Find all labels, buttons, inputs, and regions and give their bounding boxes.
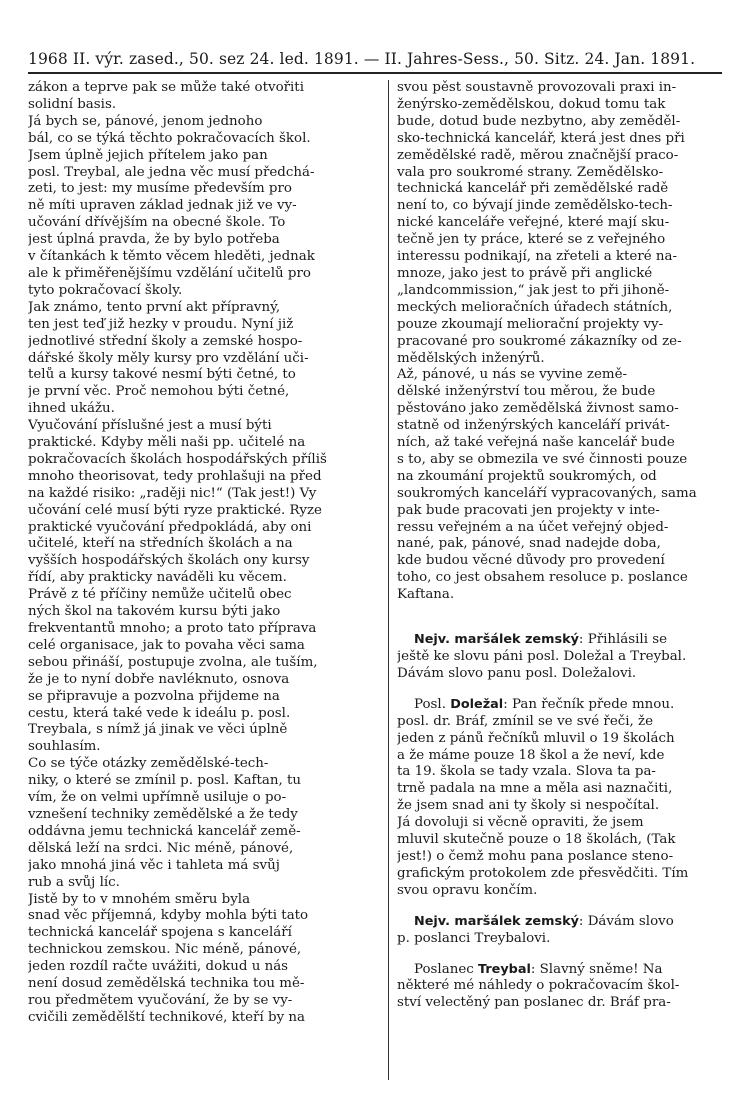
text-line: solidní basis. [28,96,117,112]
text-line: v čítankách k těmto věcem hleděti, jednak [28,249,315,265]
text-line: jeden z pánů řečníků mluvil o 19 školách [397,730,675,746]
text-line: nané, pak, pánové, snad nadejde doba, [397,536,661,552]
text-line: učování dřívějším na obecné škole. To [28,215,286,231]
text-line: že jsem snad ani ty školy si nespočítal. [397,798,660,814]
speaker-name: Treybal [478,961,531,977]
text-line: posl. dr. Bráf, zmínil se ve své řeči, že [397,713,654,729]
text-line: jako mnohá jiná věc i tahleta má svůj [28,857,280,873]
text-line: mluvil skutečně pouze o 18 školách, (Tak [397,832,676,848]
text-line: sebou přináší, postupuje zvolna, ale tuším, [28,654,318,670]
right-paragraphs-b [397,649,724,683]
text-line: některé mé náhledy o pokračovacím škol- [397,978,680,994]
text-line: technická kancelář při zemědělské radě [397,181,669,197]
text-line: dělské inženýrství tou měrou, že bude [397,384,656,400]
column-divider [388,80,389,1080]
text-line: sko-technická kancelář, která jest dnes při [397,130,685,146]
speaker-line: Nejv. maršálek zemský: Přihlásili se [414,632,668,648]
text-line: interessu podnikají, na zřeteli a které na- [397,249,678,265]
text-line: toho, co jest obsahem resoluce p. poslance [397,570,688,586]
text-line: je první věc. Proč nemohou býti četné, [28,384,290,400]
text-line: ressu veřejném a na účet veřejný objed- [397,519,669,535]
text-line: Jistě by to v mnohém směru byla [28,891,251,907]
text-line: vím, že on velmi upřímně usiluje o po- [28,790,287,806]
page-header [28,38,722,68]
text-line: zemědělské radě, měrou značnější praco- [397,147,679,163]
text-line: dělská leží na srdci. Nic méně, pánové, [28,840,294,856]
text-line: ních, až také veřejná naše kancelář bude [397,435,675,451]
text-line: frekventantů mnoho; a proto tato příprava [28,621,317,636]
text-line: jest úplná pravda, že by bylo potřeba [28,232,280,248]
text-line: Dávám slovo panu posl. Doležalovi. [397,665,637,681]
text-line: a že máme pouze 18 škol a že neví, kde [397,747,665,763]
text-line: zeti, to jest: my musíme především pro [28,181,292,197]
speaker-line: Posl. Doležal: Pan řečník přede mnou. [414,696,675,712]
text-line: vyšších hospodářských školách ony kursy [28,553,310,569]
right-paragraphs-d [397,931,724,948]
text-line: cvičili zemědělští technikové, kteří by na [28,1009,305,1025]
speaker-name: Nejv. maršálek zemský [414,632,579,648]
text-line: ně míti upraven základ jednak již ve vy- [28,198,297,214]
text-line: pěstováno jako zemědělská živnost samo- [397,401,679,417]
text-line: učování celé musí býti ryze praktické. Ryze [28,502,322,518]
speaker-line: Poslanec Treybal: Slavný sněme! Na [414,961,663,977]
text-line: soukromých kanceláří vypracovaných, sama [397,485,697,501]
speaker-name: Nejv. maršálek zemský [414,913,579,929]
text-line: rub a svůj líc. [28,874,120,890]
text-line: Já dovoluji si věcně opraviti, že jsem [397,815,644,831]
speaker-name: Doležal [450,696,504,712]
text-line: statně od inženýrských kanceláří privát- [397,418,670,434]
right-paragraphs-e [397,978,724,1012]
text-line: rou předmětem vyučování, že by se vy- [28,992,293,1008]
right-paragraphs-c [397,714,724,900]
speaker-line: Nejv. maršálek zemský: Dávám slovo [414,913,674,929]
text-line: ještě ke slovu páni posl. Doležal a Treybal. [397,649,687,664]
text-line: vznešení techniky zemědělské a že tedy [28,806,298,822]
text-line: se připravuje a pozvolna přijdeme na [28,688,280,704]
text-line: jest!) o čemž mohu pana poslance steno- [397,848,674,864]
text-line: není to, co bývají jinde zemědělsko-tech- [397,198,673,214]
text-line: „landcommission,“ jak jest to při jihoně- [397,282,670,298]
text-line: svou pěst soustavně provozovali praxi in- [397,80,677,95]
running-header: 1968 II. výr. zased., 50. sez 24. led. 1891. — II. Jahres-Sess., 50. Sitz. 24. Jan. 1891. [28,50,696,68]
text-line: Já bych se, pánové, jenom jednoho [28,113,263,129]
text-line: tyto pokračovací školy. [28,282,183,298]
text-line: souhlasím. [28,739,101,755]
left-column [28,80,380,1027]
text-line: řídí, aby prakticky naváděli ku věcem. [28,570,287,586]
text-line: pokračovacích školách hospodářských příliš [28,451,327,467]
text-line: mnoze, jako jest to právě při anglické [397,265,653,281]
text-line: s to, aby se obmezila ve své činnosti pouze [397,451,688,467]
text-line: jednotlivé střední školy a zemské hospo- [28,333,303,349]
text-line: niky, o které se zmínil p. posl. Kaftan, tu [28,773,302,789]
text-line: praktické. Kdyby měli naši pp. učitelé na [28,435,306,451]
text-line: celé organisace, jak to povaha věci sama [28,637,305,653]
text-line: bude, dotud bude nezbytno, aby zeměděl- [397,113,681,129]
text-line: Vyučování příslušné jest a musí býti [28,418,272,434]
text-line: Jak známo, tento první akt přípravný, [28,299,281,315]
text-line: posl. Treybal, ale jedna věc musí předchá- [28,164,315,180]
text-line: pouze zkoumají meliorační projekty vy- [397,316,664,332]
text-line: oddávna jemu technická kancelář země- [28,823,301,839]
text-line: Kaftana. [397,587,455,603]
text-line: ale k přiměřenějšímu vzdělání učitelů pro [28,265,311,281]
text-line: svou opravu končím. [397,882,538,898]
text-line: ihned ukážu. [28,401,115,417]
text-line: zákon a teprve pak se může také otvořiti [28,80,304,95]
text-line: ných škol na takovém kursu býti jako [28,604,281,620]
header-rule [28,72,722,74]
text-line: ství velectěný pan poslanec dr. Bráf pra- [397,995,671,1011]
right-column [397,80,724,1012]
text-line: na každé risiko: „raději nic!“ (Tak jest!) Vy [28,485,317,501]
text-line: pracované pro soukromé zákazníky od ze- [397,333,682,349]
text-line: Treybala, s nímž já jinak ve věci úplně [28,722,288,738]
text-line: pak bude pracovati jen projekty v inte- [397,502,660,518]
text-line: mědělských inženýrů. [397,350,545,366]
text-line: Jsem úplně jejich přítelem jako pan [28,147,268,163]
text-line: Právě z té příčiny nemůže učitelů obec [28,587,292,603]
text-line: technická kancelář spojena s kanceláří [28,925,292,941]
text-line: Až, pánové, u nás se vyvine země- [397,367,628,383]
text-line: vala pro soukromé strany. Zemědělsko- [397,164,664,180]
text-line: p. poslanci Treybalovi. [397,930,551,946]
text-line: není dosud zemědělská technika tou mě- [28,976,305,992]
text-line: ženýrsko-zemědělskou, dokud tomu tak [397,96,666,112]
text-line: bál, co se týká těchto pokračovacích škol. [28,130,311,146]
text-line: učitelé, kteří na středních školách a na [28,536,293,552]
text-line: cestu, která také vede k ideálu p. posl. [28,705,291,721]
text-line: trně padala na mne a měla asi naznačiti, [397,781,673,797]
text-line: mnoho theorisovat, tedy prohlašuji na před [28,468,322,484]
text-line: nické kanceláře veřejné, které mají sku- [397,215,670,231]
text-line: technickou zemskou. Nic méně, pánové, [28,942,302,958]
text-line: tečně jen ty práce, které se z veřejného [397,232,666,248]
text-line: na zkoumání projektů soukromých, od [397,468,657,484]
text-line: kde budou věcné důvody pro provedení [397,553,665,569]
text-line: že je to nyní dobře navléknuto, osnova [28,671,290,687]
text-line: ta 19. škola se tady vzala. Slova ta pa- [397,764,656,780]
text-line: Co se týče otázky zemědělské-tech- [28,756,269,772]
text-line: telů a kursy takové nesmí býti četné, to [28,367,296,383]
text-line: meckých melioračních úřadech státních, [397,299,673,315]
text-line: dářské školy měly kursy pro vzdělání uči- [28,350,309,366]
text-line: jeden rozdíl račte uvážiti, dokud u nás [28,959,289,975]
text-line: ten jest teď již hezky v proudu. Nyní již [28,316,294,332]
text-line: snad věc příjemná, kdyby mohla býti tato [28,908,309,924]
right-paragraphs-a [397,80,724,604]
text-line: grafickým protokolem zde přesvědčiti. Tím [397,865,689,881]
text-line: praktické vyučování předpokládá, aby oni [28,519,312,535]
